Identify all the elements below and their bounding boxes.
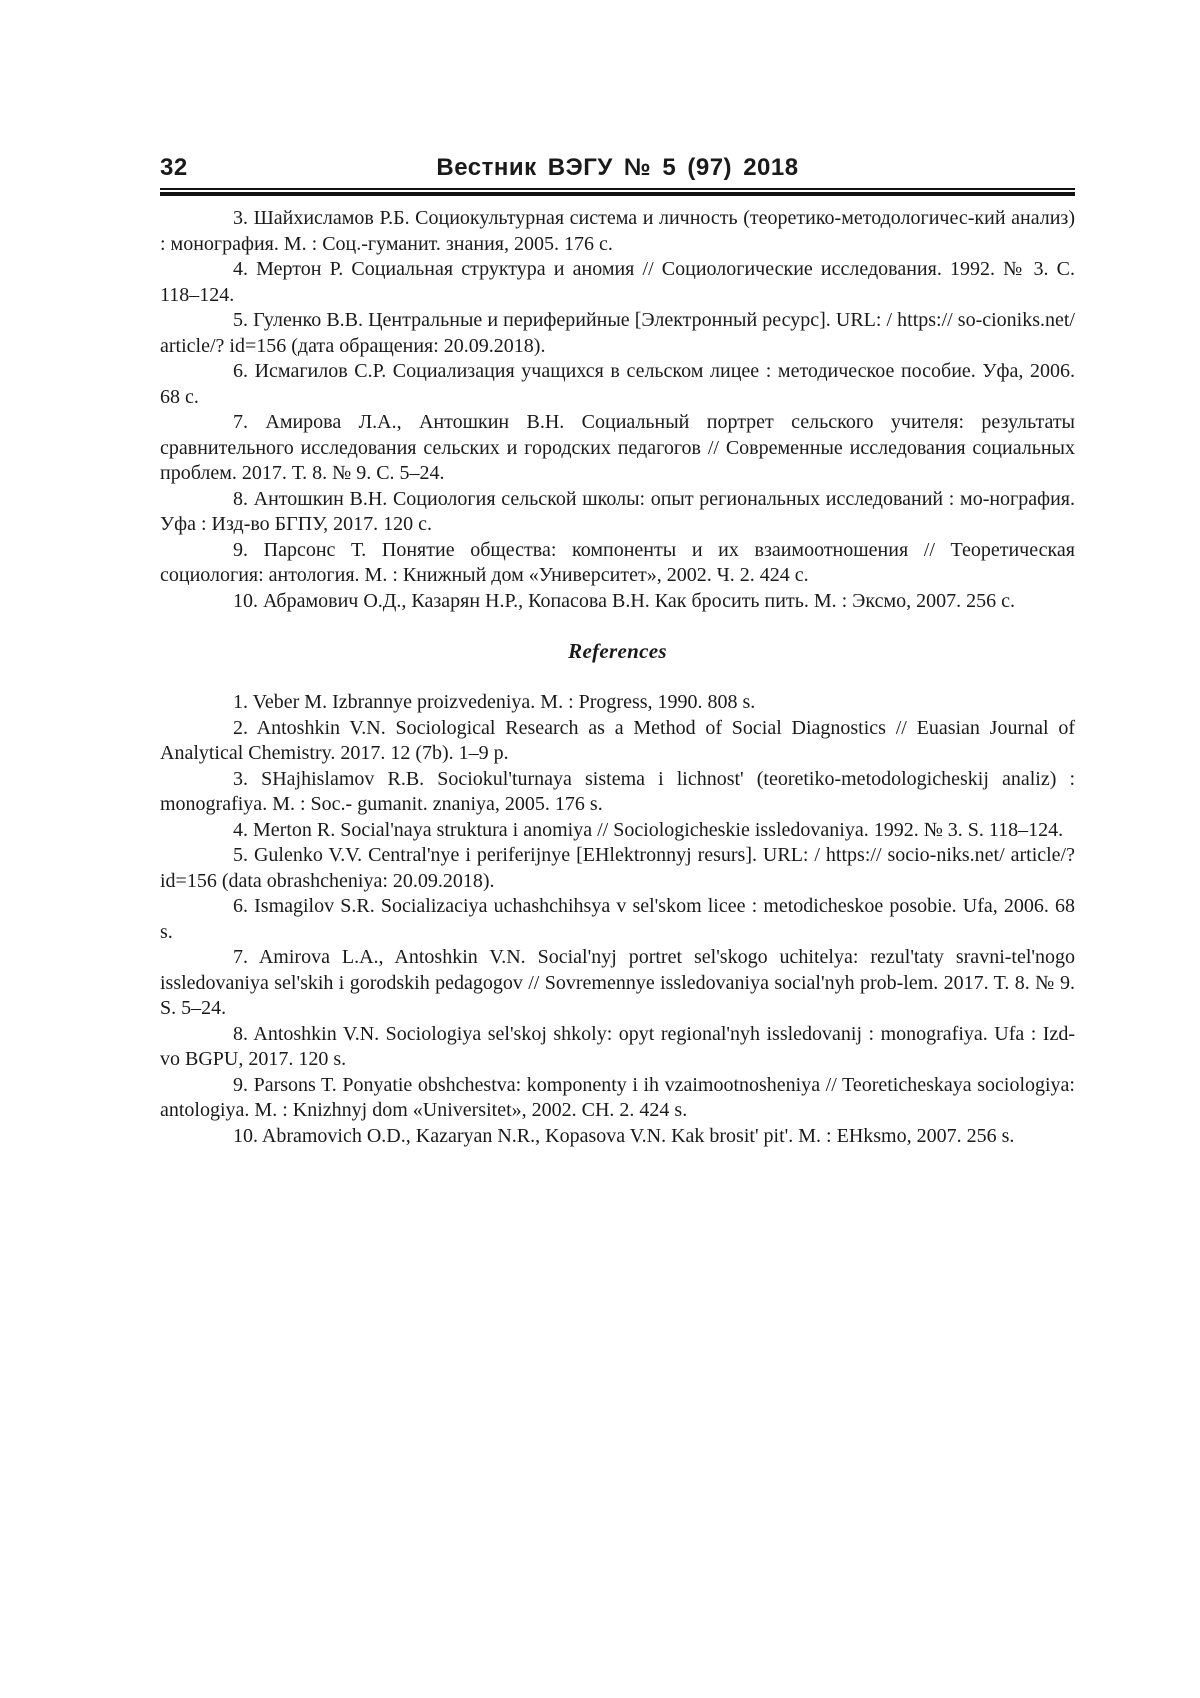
reference-item: 2. Antoshkin V.N. Sociological Research as a Method of Social Diagnostics // Euasian Journal of Analytical Chemistry. 2017. 12 (7b). 1–9 p. [160,716,1075,764]
reference-item: 7. Amirova L.A., Antoshkin V.N. Social'nyj portret sel'skogo uchitelya: rezul'taty sravni-tel'nogo issledovaniya sel'skih i gorodskih pedagogov // Sovremennye issledovaniya social'nyh prob-lem. 2017. T. 8. № 9. S. 5–24. [160,946,1075,1019]
reference-item: 1. Veber M. Izbrannye proizvedeniya. M. : Progress, 1990. 808 s. [233,691,756,713]
references-heading: References [568,639,667,663]
reference-item: 6. Ismagilov S.R. Socializaciya uchashchihsya v sel'skom licee : metodicheskoe posobie. Ufa, 2006. 68 s. [160,895,1075,943]
header-rule-thick [160,192,1075,196]
reference-item: 6. Исмагилов С.Р. Социализация учащихся в сельском лицее : методическое пособие. Уфа, 2006. 68 с. [160,360,1075,408]
reference-item: 8. Антошкин В.Н. Социология сельской школы: опыт региональных исследований : мо-нография. Уфа : Изд-во БГПУ, 2017. 120 с. [160,487,1075,535]
russian-reference-list [160,206,1075,614]
reference-item: 5. Гуленко В.В. Центральные и периферийные [Электронный ресурс]. URL: / https:// so-cioniks.net/ article/? id=156 (дата обращения: 20.09.2018). [160,309,1075,357]
reference-item: 3. Шайхисламов Р.Б. Социокультурная система и личность (теоретико-методологичес-кий анализ) : монография. М. : Соц.-гуманит. знания, 2005. 176 с. [160,207,1075,255]
references-list [160,690,1075,1149]
journal-title: Вестник ВЭГУ № 5 (97) 2018 [436,154,799,181]
reference-item: 8. Antoshkin V.N. Sociologiya sel'skoj shkoly: opyt regional'nyh issledovanij : monografiya. Ufa : Izd-vo BGPU, 2017. 120 s. [160,1022,1075,1070]
reference-item: 10. Абрамович О.Д., Казарян Н.Р., Копасова В.Н. Как бросить пить. М. : Эксмо, 2007. 256 с. [233,589,1015,612]
reference-item: 10. Abramovich O.D., Kazaryan N.R., Kopasova V.N. Kak brosit' pit'. M. : EHksmo, 2007. 256 s. [233,1124,1015,1147]
reference-item: 9. Парсонс Т. Понятие общества: компоненты и их взаимоотношения // Теоретическая социология: антология. М. : Книжный дом «Университет», 2002. Ч. 2. 424 с. [160,538,1075,586]
reference-item: 9. Parsons T. Ponyatie obshchestva: komponenty i ih vzaimootnosheniya // Teoreticheskaya sociologiya: antologiya. M. : Knizhnyj dom «Universitet», 2002. CH. 2. 424 s. [160,1073,1075,1121]
page-number: 32 [160,154,188,181]
page [160,150,1075,1149]
reference-item: 7. Амирова Л.А., Антошкин В.Н. Социальный портрет сельского учителя: результаты сравнительного исследования сельских и городских педагогов // Современные исследования социальных проблем. 2017. Т. 8. № 9. С. 5–24. [160,411,1075,484]
reference-item: 3. SHajhislamov R.B. Sociokul'turnaya sistema i lichnost' (teoretiko-metodologicheskij analiz) : monografiya. M. : Soc.- gumanit. znaniya, 2005. 176 s. [160,767,1075,815]
reference-item: 4. Мертон Р. Социальная структура и аномия // Социологические исследования. 1992. № 3. С. 118–124. [160,258,1075,306]
running-header [160,150,1075,188]
header-rule-thin [160,188,1075,190]
reference-item: 4. Merton R. Social'naya struktura i anomiya // Sociologicheskie issledovaniya. 1992. № 3. S. 118–124. [233,818,1064,841]
reference-item: 5. Gulenko V.V. Central'nye i periferijnye [EHlektronnyj resurs]. URL: / https:// socio-niks.net/ article/? id=156 (data obrashcheniya: 20.09.2018). [160,844,1075,892]
